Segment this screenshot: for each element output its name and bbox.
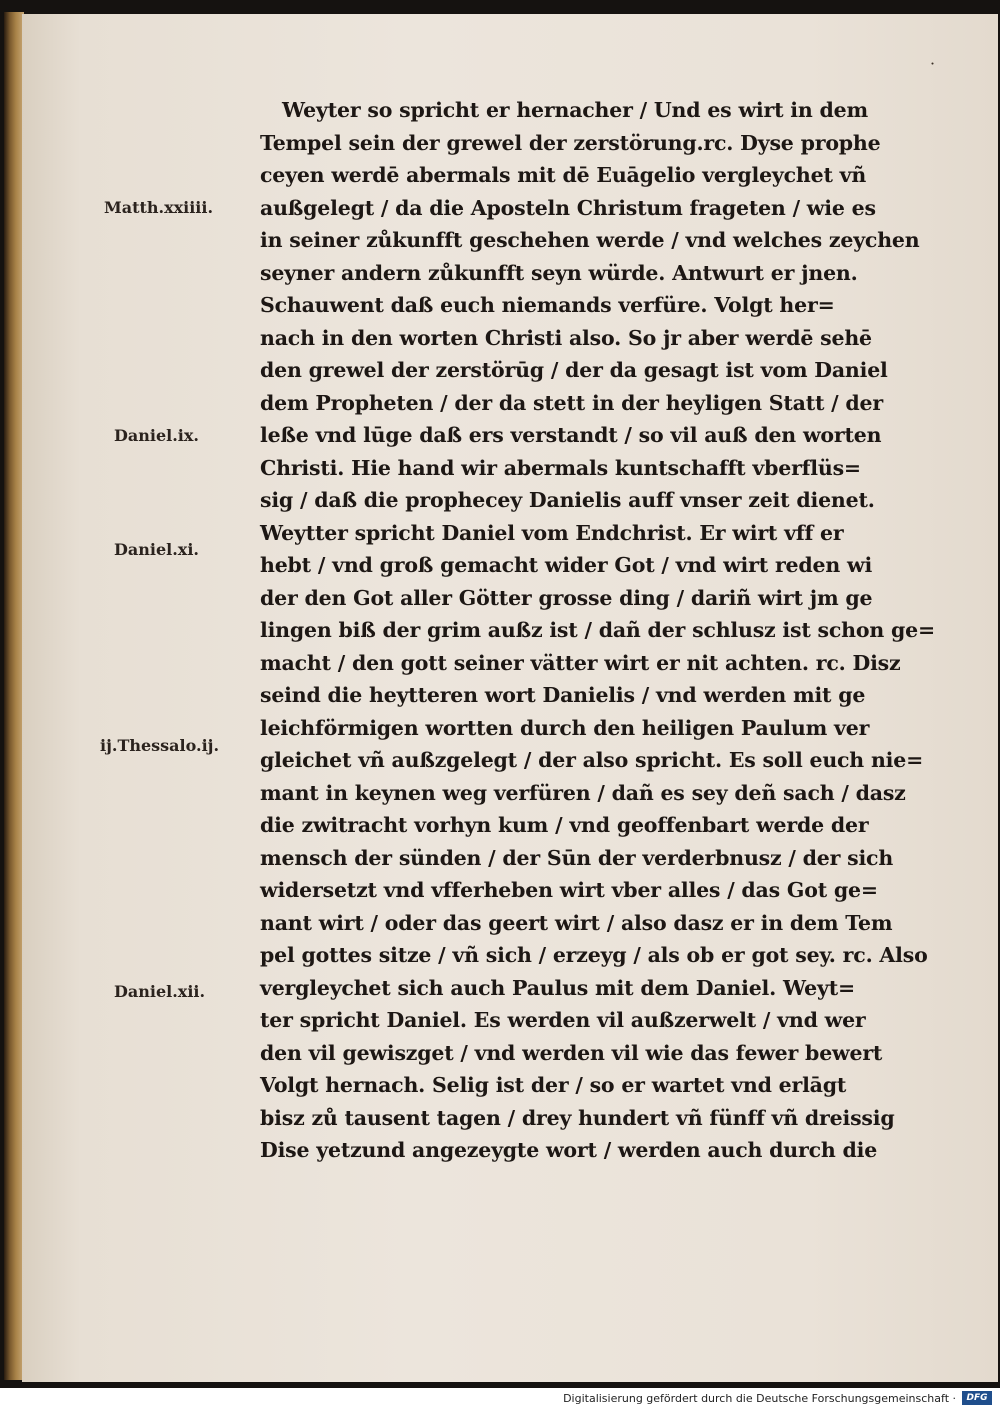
funding-credit: Digitalisierung gefördert durch die Deutsche Forschungsgemeinschaft · [563,1392,956,1405]
text-line: Weytter spricht Daniel vom Endchrist. Er wirt vff er [260,520,844,545]
text-line: vergleychet sich auch Paulus mit dem Daniel. Weyt= [260,975,855,1000]
text-line: dem Propheten / der da stett in der heyligen Statt / der [260,390,883,415]
margin-note-matthew: Matth.xxiiii. [104,198,214,217]
text-line: macht / den gott seiner vätter wirt er nit achten. rc. Disz [260,650,901,675]
text-line: sig / daß die prophecey Danielis auff vnser zeit dienet. [260,488,875,512]
text-line: den grewel der zerstörūg / der da gesagt ist vom Daniel [260,358,888,382]
text-line: nach in den worten Christi also. So jr aber werdē sehē [260,325,872,350]
body-text [260,94,960,1167]
text-line: die zwitracht vorhyn kum / vnd geoffenbart werde der [260,813,869,837]
text-line: Weyter so spricht er hernacher / Und es wirt in dem [282,98,868,122]
text-line: Dise yetzund angezeygte wort / werden auch durch die [260,1138,878,1162]
text-line: nant wirt / oder das geert wirt / also dasz er in dem Tem [260,910,893,935]
text-line: hebt / vnd groß gemacht wider Got / vnd wirt reden wi [260,553,873,577]
text-line: Tempel sein der grewel der zerstörung.rc. Dyse prophe [260,130,881,155]
book-edge [4,12,24,1380]
text-line: bisz zů tausent tagen / drey hundert vñ fünff vñ dreissig [260,1105,895,1130]
text-line: seind die heytteren wort Danielis / vnd werden mit ge [260,683,866,707]
text-line: Christi. Hie hand wir abermals kuntschafft vberflüs= [260,455,861,480]
text-line: in seiner zůkunfft geschehen werde / vnd welches zeychen [260,228,920,252]
text-line: leichförmigen wortten durch den heiligen Paulum ver [260,715,870,740]
text-line: leße vnd lūge daß ers verstandt / so vil auß den worten [260,423,882,447]
text-line: der den Got aller Götter grosse ding / dariñ wirt jm ge [260,585,873,610]
margin-note-thessalonians: ij.Thessalo.ij. [100,736,220,755]
page-mark: ˙ [928,60,937,81]
text-line: außgelegt / da die Aposteln Christum frageten / wie es [260,195,876,220]
text-line: den vil gewiszget / vnd werden vil wie das fewer bewert [260,1040,883,1065]
text-line: lingen biß der grim außz ist / dañ der schlusz ist schon ge= [260,618,935,642]
text-line: gleichet vñ außzgelegt / der also spricht. Es soll euch nie= [260,748,924,772]
text-line: mant in keynen weg verfüren / dañ es sey deñ sach / dasz [260,780,906,805]
text-line: mensch der sünden / der Sūn der verderbnusz / der sich [260,845,894,870]
text-line: pel gottes sitze / vñ sich / erzeyg / als ob er got sey. rc. Also [260,943,928,967]
book-page [22,14,998,1382]
margin-note-daniel-xii: Daniel.xii. [114,982,206,1001]
text-line: Volgt hernach. Selig ist der / so er wartet vnd erlāgt [260,1073,847,1097]
text-line: widersetzt vnd vfferheben wirt vber alles / das Got ge= [260,878,878,902]
dfg-logo[interactable]: DFG [962,1391,992,1405]
text-line: ter spricht Daniel. Es werden vil außzerwelt / vnd wer [260,1008,866,1032]
text-line: Schauwent daß euch niemands verfüre. Volgt her= [260,293,835,317]
margin-note-daniel-xi: Daniel.xi. [114,540,199,559]
text-line: ceyen werdē abermals mit dē Euāgelio vergleychet vñ [260,163,867,187]
footer-bar [0,1388,1000,1410]
margin-note-daniel-ix: Daniel.ix. [114,426,199,445]
text-line: seyner andern zůkunfft seyn würde. Antwurt er jnen. [260,260,858,285]
